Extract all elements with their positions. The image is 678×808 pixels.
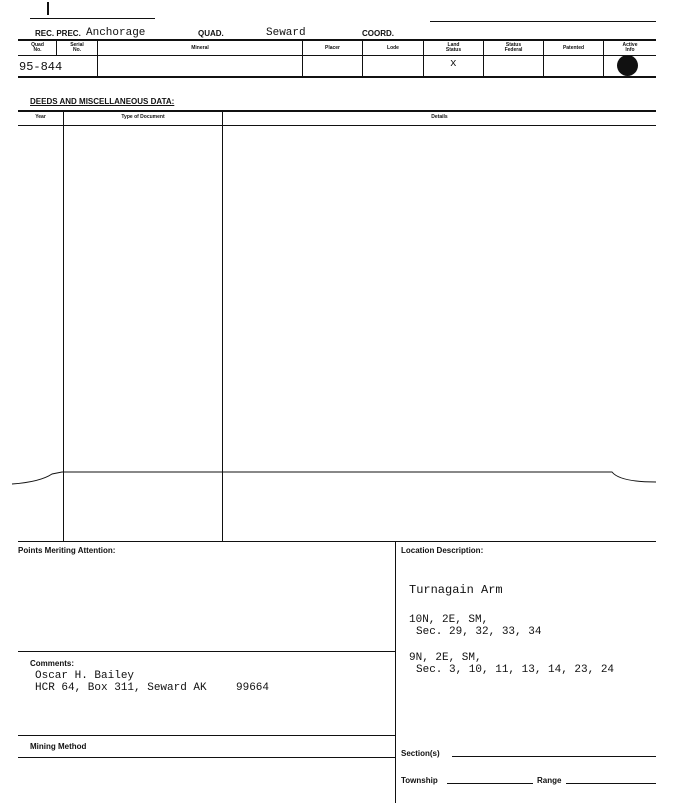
mining-method-top-rule (18, 735, 395, 736)
rec-prec-label: REC. PREC. (35, 29, 81, 38)
range-field-line (566, 783, 656, 784)
header-placer: Placer (324, 45, 340, 51)
scan-tick-mark (47, 2, 49, 15)
deeds-col-details: Details (431, 114, 448, 120)
coord-label: COORD. (362, 29, 394, 38)
comments-name: Oscar H. Bailey (35, 670, 135, 682)
quad-value: Seward (266, 27, 306, 39)
location-block1-line2: Sec. 29, 32, 33, 34 (416, 626, 542, 638)
sections-label: Section(s) (401, 749, 440, 758)
top-rule-right (430, 21, 656, 22)
mining-method-bottom-rule (18, 757, 395, 758)
mining-method-label: Mining Method (30, 742, 87, 751)
deeds-col-year: Year (35, 114, 46, 120)
header-lode: Lode (387, 45, 399, 51)
deeds-table-bottom (18, 541, 656, 542)
township-label: Township (401, 776, 438, 785)
deeds-section-title: DEEDS AND MISCELLANEOUS DATA: (30, 97, 175, 106)
quad-number-value: 95-844 (19, 60, 63, 74)
location-block2-line1: 9N, 2E, SM, (409, 652, 482, 664)
page-fold-line (0, 468, 678, 492)
top-rule-left (30, 18, 155, 19)
location-block1-line1: 10N, 2E, SM, (409, 614, 489, 626)
claim-table-header-bottom (18, 55, 656, 56)
sections-field-line (452, 756, 656, 757)
deeds-header-bottom (18, 125, 656, 126)
deeds-col-type: Type of Document (121, 114, 165, 120)
deeds-table-top (18, 110, 656, 112)
rec-prec-value: Anchorage (86, 27, 146, 39)
location-block2-line2: Sec. 3, 10, 11, 13, 14, 23, 24 (416, 664, 615, 676)
comments-zip: 99664 (236, 682, 270, 694)
lower-divider (395, 541, 396, 803)
claim-table-top (18, 39, 656, 41)
comments-top-rule (18, 651, 395, 652)
header-quad-no: Quad No. (31, 42, 44, 53)
header-active: Active Info (622, 42, 638, 53)
header-serial-no: Serial No. (70, 42, 84, 53)
points-label: Points Meriting Attention: (18, 546, 116, 555)
header-patented: Patented (562, 45, 585, 51)
township-field-line (447, 783, 533, 784)
quad-label: QUAD. (198, 29, 224, 38)
header-mineral: Mineral (191, 45, 209, 51)
location-label: Location Description: (401, 546, 484, 555)
header-land-status: Land Status (445, 42, 462, 53)
header-status-federal: Status Federal (504, 42, 523, 53)
location-area: Turnagain Arm (409, 583, 503, 597)
land-status-mark: x (450, 58, 457, 70)
range-label: Range (537, 776, 562, 785)
comments-label: Comments: (30, 659, 75, 668)
comments-address: HCR 64, Box 311, Seward AK (35, 682, 207, 694)
claim-table-bottom (18, 76, 656, 78)
active-filled-dot (617, 55, 638, 76)
